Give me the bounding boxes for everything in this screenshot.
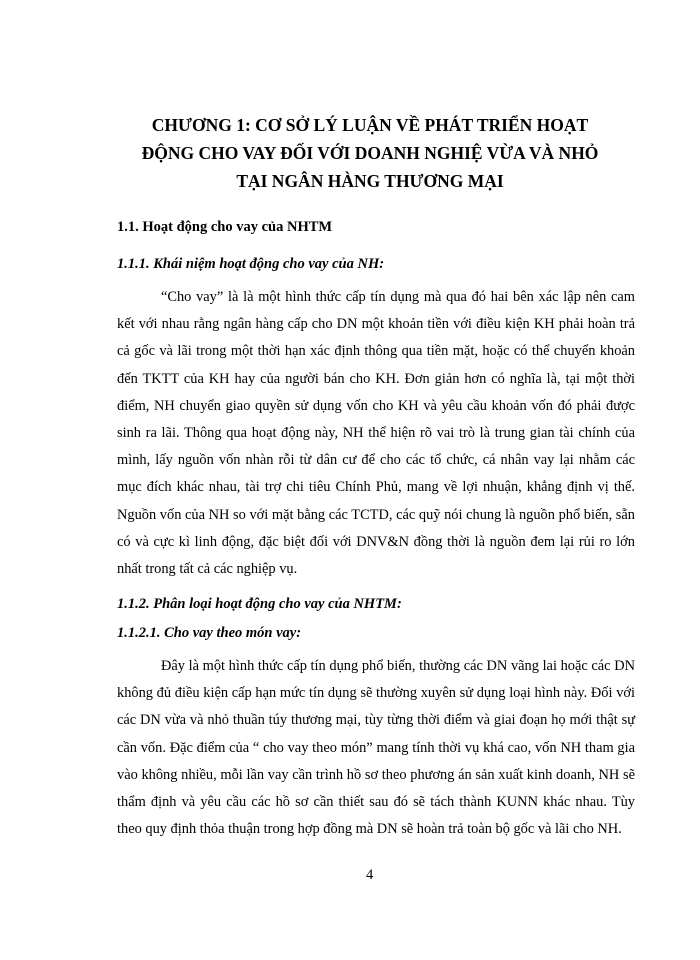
section-1-1-2-heading: 1.1.2. Phân loại hoạt động cho vay của NHTM: — [117, 596, 402, 612]
section-1-1-2-1-paragraph: Đây là một hình thức cấp tín dụng phổ biến, thường các DN vãng lai hoặc các DN không đủ điều kiện cấp hạn mức tín dụng sẽ thường xuyên sử dụng loại hình này. Đối với các DN vừa và nhỏ thuần túy thương mại, tùy từng thời điểm và giai đoạn họ mới thật sự cần vốn. Đặc điểm của “ cho vay theo món” mang tính thời vụ khá cao, vốn NH tham gia vào không nhiều, mỗi lần vay cần trình hồ sơ theo phương án sản xuất kinh doanh, NH sẽ thẩm định và yêu cầu các hồ sơ cần thiết sau đó sẽ tách thành KUNN khác nhau. Tùy theo quy định thỏa thuận trong hợp đồng mà DN sẽ hoàn trả toàn bộ gốc và lãi cho NH. — [117, 658, 635, 838]
chapter-title-line-3: TẠI NGÂN HÀNG THƯƠNG MẠI — [236, 171, 504, 191]
chapter-title — [110, 111, 630, 195]
chapter-title-line-1: CHƯƠNG 1: CƠ SỞ LÝ LUẬN VỀ PHÁT TRIỂN HOẠT — [151, 115, 589, 135]
chapter-title-line-2: ĐỘNG CHO VAY ĐỐI VỚI DOANH NGHIỆ VỪA VÀ NHỎ — [141, 143, 599, 163]
section-1-1-1-paragraph: “Cho vay” là là một hình thức cấp tín dụng mà qua đó hai bên xác lập nên cam kết với nhau rằng ngân hàng cấp cho DN một khoản tiền với điều kiện KH phải hoàn trả cả gốc và lãi trong một thời hạn xác định thông qua tiền mặt, hoặc có thể chuyển khoản đến TKTT của KH hay của người bán cho KH. Đơn giản hơn có nghĩa là, tại một thời điểm, NH chuyển giao quyền sử dụng vốn cho KH và yêu cầu khoản vốn đó phải được sinh ra lãi. Thông qua hoạt động này, NH thể hiện rõ vai trò là trung gian tài chính của mình, lấy nguồn vốn nhàn rỗi từ dân cư để cho các tổ chức, cá nhân vay lại nhằm các mục đích khác nhau, tài trợ chi tiêu Chính Phủ, mang về lợi nhuận, khẳng định vị thế. Nguồn vốn của NH so với mặt bằng các TCTD, các quỹ nói chung là nguồn phổ biến, sẵn có và cực kì linh động, đặc biệt đối với DNV&N đồng thời là nguồn đem lại rủi ro lớn nhất trong tất cả các nghiệp vụ. — [117, 289, 635, 578]
page-number: 4 — [366, 867, 374, 883]
section-1-1-2-1-heading: 1.1.2.1. Cho vay theo món vay: — [117, 625, 302, 641]
section-1-1-1-heading: 1.1.1. Khái niệm hoạt động cho vay của NH: — [117, 256, 385, 272]
section-1-1-heading: 1.1. Hoạt động cho vay của NHTM — [117, 219, 333, 235]
